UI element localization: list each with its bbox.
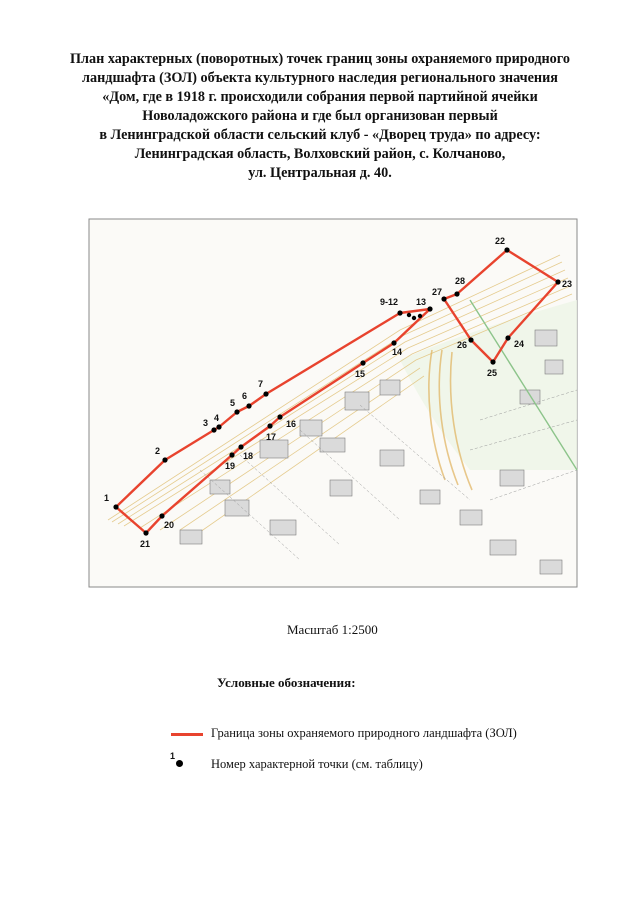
boundary-point-marker bbox=[143, 530, 148, 535]
boundary-point-marker bbox=[277, 414, 282, 419]
boundary-point-marker bbox=[216, 424, 221, 429]
boundary-point-marker bbox=[490, 359, 495, 364]
title-line: План характерных (поворотных) точек границ зоны охраняемого природного bbox=[70, 51, 570, 67]
boundary-point-label: 6 bbox=[242, 391, 248, 401]
boundary-point-marker bbox=[412, 316, 416, 320]
boundary-point-marker bbox=[238, 444, 243, 449]
boundary-point-label: 16 bbox=[286, 419, 297, 429]
boundary-point-label: 7 bbox=[258, 379, 264, 389]
boundary-point-label: 17 bbox=[266, 432, 277, 442]
boundary-point-marker bbox=[468, 337, 473, 342]
boundary-point-marker bbox=[418, 314, 422, 318]
boundary-point-label: 23 bbox=[562, 279, 573, 289]
boundary-point-label: 15 bbox=[355, 369, 366, 379]
boundary-point-marker bbox=[263, 391, 268, 396]
boundary-point-label: 22 bbox=[495, 236, 506, 246]
boundary-point-label: 14 bbox=[392, 347, 403, 357]
boundary-point-marker bbox=[505, 335, 510, 340]
boundary-point-marker bbox=[162, 457, 167, 462]
boundary-point-marker bbox=[360, 360, 365, 365]
boundary-point-marker bbox=[407, 313, 411, 317]
legend-boundary-swatch bbox=[171, 733, 203, 736]
boundary-point-label: 2 bbox=[155, 446, 161, 456]
boundary-point-label: 25 bbox=[487, 368, 498, 378]
boundary-point-marker bbox=[555, 279, 560, 284]
legend-boundary-label: Граница зоны охраняемого природного ландшафта (ЗОЛ) bbox=[211, 726, 517, 740]
boundary-point-marker bbox=[397, 310, 402, 315]
boundary-point-label: 26 bbox=[457, 340, 468, 350]
legend-title: Условные обозначения: bbox=[217, 675, 356, 690]
boundary-point-marker bbox=[441, 296, 446, 301]
boundary-point-label: 21 bbox=[140, 539, 151, 549]
title-line: ландшафта (ЗОЛ) объекта культурного наследия регионального значения bbox=[82, 70, 558, 86]
boundary-point-marker bbox=[427, 306, 432, 311]
boundary-point-marker bbox=[454, 291, 459, 296]
scale-label: Масштаб 1:2500 bbox=[287, 622, 378, 637]
legend-point-marker bbox=[176, 760, 183, 767]
boundary-point-label: 3 bbox=[203, 418, 209, 428]
boundary-point-marker bbox=[504, 247, 509, 252]
boundary-point-marker bbox=[234, 409, 239, 414]
title-line: Новоладожского района и где был организован первый bbox=[142, 108, 498, 124]
boundary-point-label: 5 bbox=[230, 398, 236, 408]
boundary-point-label: 13 bbox=[416, 297, 427, 307]
boundary-point-marker bbox=[391, 340, 396, 345]
boundary-point-marker bbox=[211, 427, 216, 432]
boundary-point-label: 9-12 bbox=[380, 297, 399, 307]
boundary-point-label: 19 bbox=[225, 461, 236, 471]
legend-point-number: 1 bbox=[170, 751, 176, 761]
legend-point-label: Номер характерной точки (см. таблицу) bbox=[211, 757, 423, 771]
boundary-point-marker bbox=[113, 504, 118, 509]
boundary-point-marker bbox=[229, 452, 234, 457]
boundary-point-marker bbox=[159, 513, 164, 518]
boundary-point-label: 28 bbox=[455, 276, 466, 286]
boundary-point-label: 20 bbox=[164, 520, 175, 530]
boundary-point-label: 27 bbox=[432, 287, 443, 297]
title-line: «Дом, где в 1918 г. происходили собрания первой партийной ячейки bbox=[102, 89, 538, 105]
boundary-point-label: 1 bbox=[104, 493, 110, 503]
title-line: в Ленинградской области сельский клуб - «Дворец труда» по адресу: bbox=[99, 127, 541, 143]
title-line: ул. Центральная д. 40. bbox=[248, 165, 392, 181]
boundary-point-label: 18 bbox=[243, 451, 254, 461]
title-line: Ленинградская область, Волховский район, с. Колчаново, bbox=[134, 146, 506, 162]
boundary-point-label: 4 bbox=[214, 413, 220, 423]
boundary-point-marker bbox=[246, 403, 251, 408]
boundary-point-marker bbox=[267, 423, 272, 428]
boundary-point-label: 24 bbox=[514, 339, 525, 349]
